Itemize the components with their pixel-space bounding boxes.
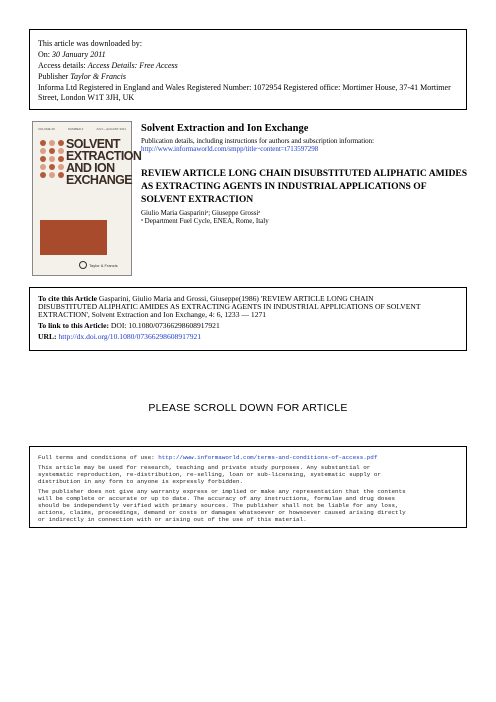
terms-url-line: Full terms and conditions of use: http://www.informaworld.com/terms-and-conditions-of-access.pdf: [38, 454, 378, 461]
citation-line-2: DISUBSTITUTED ALIPHATIC AMIDES AS EXTRACTING AGENTS IN INDUSTRIAL APPLICATIONS OF SOLVENT: [38, 302, 421, 311]
taylor-francis-logo-icon: [79, 261, 87, 269]
doi-line: [38, 321, 220, 330]
cite-label: To cite this Article: [38, 294, 99, 303]
cover-accent-block: [40, 220, 107, 255]
cover-title: SOLVENT EXTRACTION AND ION EXCHANGE: [66, 137, 142, 187]
publisher-line: Publisher Taylor & Francis: [38, 72, 126, 81]
terms-p2-l3: should be independently verified with primary sources. The publisher shall not be liable for any loss,: [38, 502, 399, 509]
access-details-value: Access Details: Free Access: [87, 61, 178, 70]
cover-number: NUMBER 4: [67, 127, 84, 131]
cover-meta: [38, 127, 126, 131]
url-label: URL:: [38, 332, 59, 341]
access-details-line: Access details: Access Details: Free Access: [38, 61, 178, 70]
scroll-down-message: PLEASE SCROLL DOWN FOR ARTICLE: [148, 402, 348, 414]
url-line: [38, 332, 201, 341]
terms-p2-l2: will be complete or accurate or up to date. The accuracy of any instructions, formulae and drug doses: [38, 495, 396, 502]
doi-link[interactable]: http://dx.doi.org/10.1080/07366298608917921: [58, 332, 202, 341]
terms-p1-l3: distribution in any form to anyone is expressly forbidden.: [38, 478, 244, 485]
publication-details: Publication details, including instructions for authors and subscription information:: [141, 137, 375, 145]
cover-volume: VOLUME 29: [38, 127, 55, 131]
download-info-box: [29, 29, 467, 110]
authors: Giulio Maria Gaspariniᵃ; Giuseppe Grossiᵃ: [141, 209, 261, 217]
registered-office: Informa Ltd Registered in England and Wales Registered Number: 1072954 Registered office: Mortimer House, 37-41 Mortimer Street, London W1T 3JH, UK: [38, 83, 451, 102]
publisher-name: Taylor & Francis: [70, 72, 126, 81]
terms-box: [29, 446, 467, 528]
journal-link[interactable]: http://www.informaworld.com/smpp/title~content=t713597298: [141, 145, 319, 153]
download-date-line: On: 30 January 2011: [38, 50, 106, 59]
terms-p2-l5: or indirectly in connection with or arising out of the use of this material.: [38, 516, 307, 523]
link-label: To link to this Article:: [38, 321, 111, 330]
citation-line-1: To cite this Article Gasparini, Giulio Maria and Grossi, Giuseppe(1986) 'REVIEW ARTICLE LONG CHAIN: [38, 294, 374, 303]
doi: DOI: 10.1080/07366298608917921: [110, 321, 220, 330]
terms-p2-l4: actions, claims, proceedings, demand or costs or damages whatsoever or howsoever caused arising directly: [38, 509, 406, 516]
citation-box: [29, 287, 467, 351]
download-date: 30 January 2011: [52, 50, 106, 59]
cover-dot-pattern: [40, 140, 64, 178]
journal-cover: [32, 121, 142, 276]
affiliation: ᵃ Department Fuel Cycle, ENEA, Rome, Italy: [141, 217, 269, 225]
article-title: REVIEW ARTICLE LONG CHAIN DISUBSTITUTED ALIPHATIC AMIDES AS EXTRACTING AGENTS IN INDUSTRIAL APPLICATIONS OF SOLVENT EXTRACTION: [141, 168, 468, 205]
downloaded-by-line: This article was downloaded by:: [38, 39, 142, 48]
cover-publisher: Taylor & Francis: [79, 261, 118, 269]
cover-issue-date: JULY—AUGUST 2011: [96, 127, 126, 131]
terms-p1-l2: systematic reproduction, re-distribution, re-selling, loan or sub-licensing, systematic supply or: [38, 471, 381, 478]
terms-p1-l1: This article may be used for research, teaching and private study purposes. Any substantial or: [38, 464, 371, 471]
citation-line-3: EXTRACTION', Solvent Extraction and Ion Exchange, 4: 6, 1233 — 1271: [38, 310, 267, 319]
journal-title: Solvent Extraction and Ion Exchange: [141, 123, 309, 134]
terms-link[interactable]: http://www.informaworld.com/terms-and-conditions-of-access.pdf: [158, 454, 378, 461]
terms-p2-l1: The publisher does not give any warranty express or implied or make any representation that the contents: [38, 488, 406, 495]
